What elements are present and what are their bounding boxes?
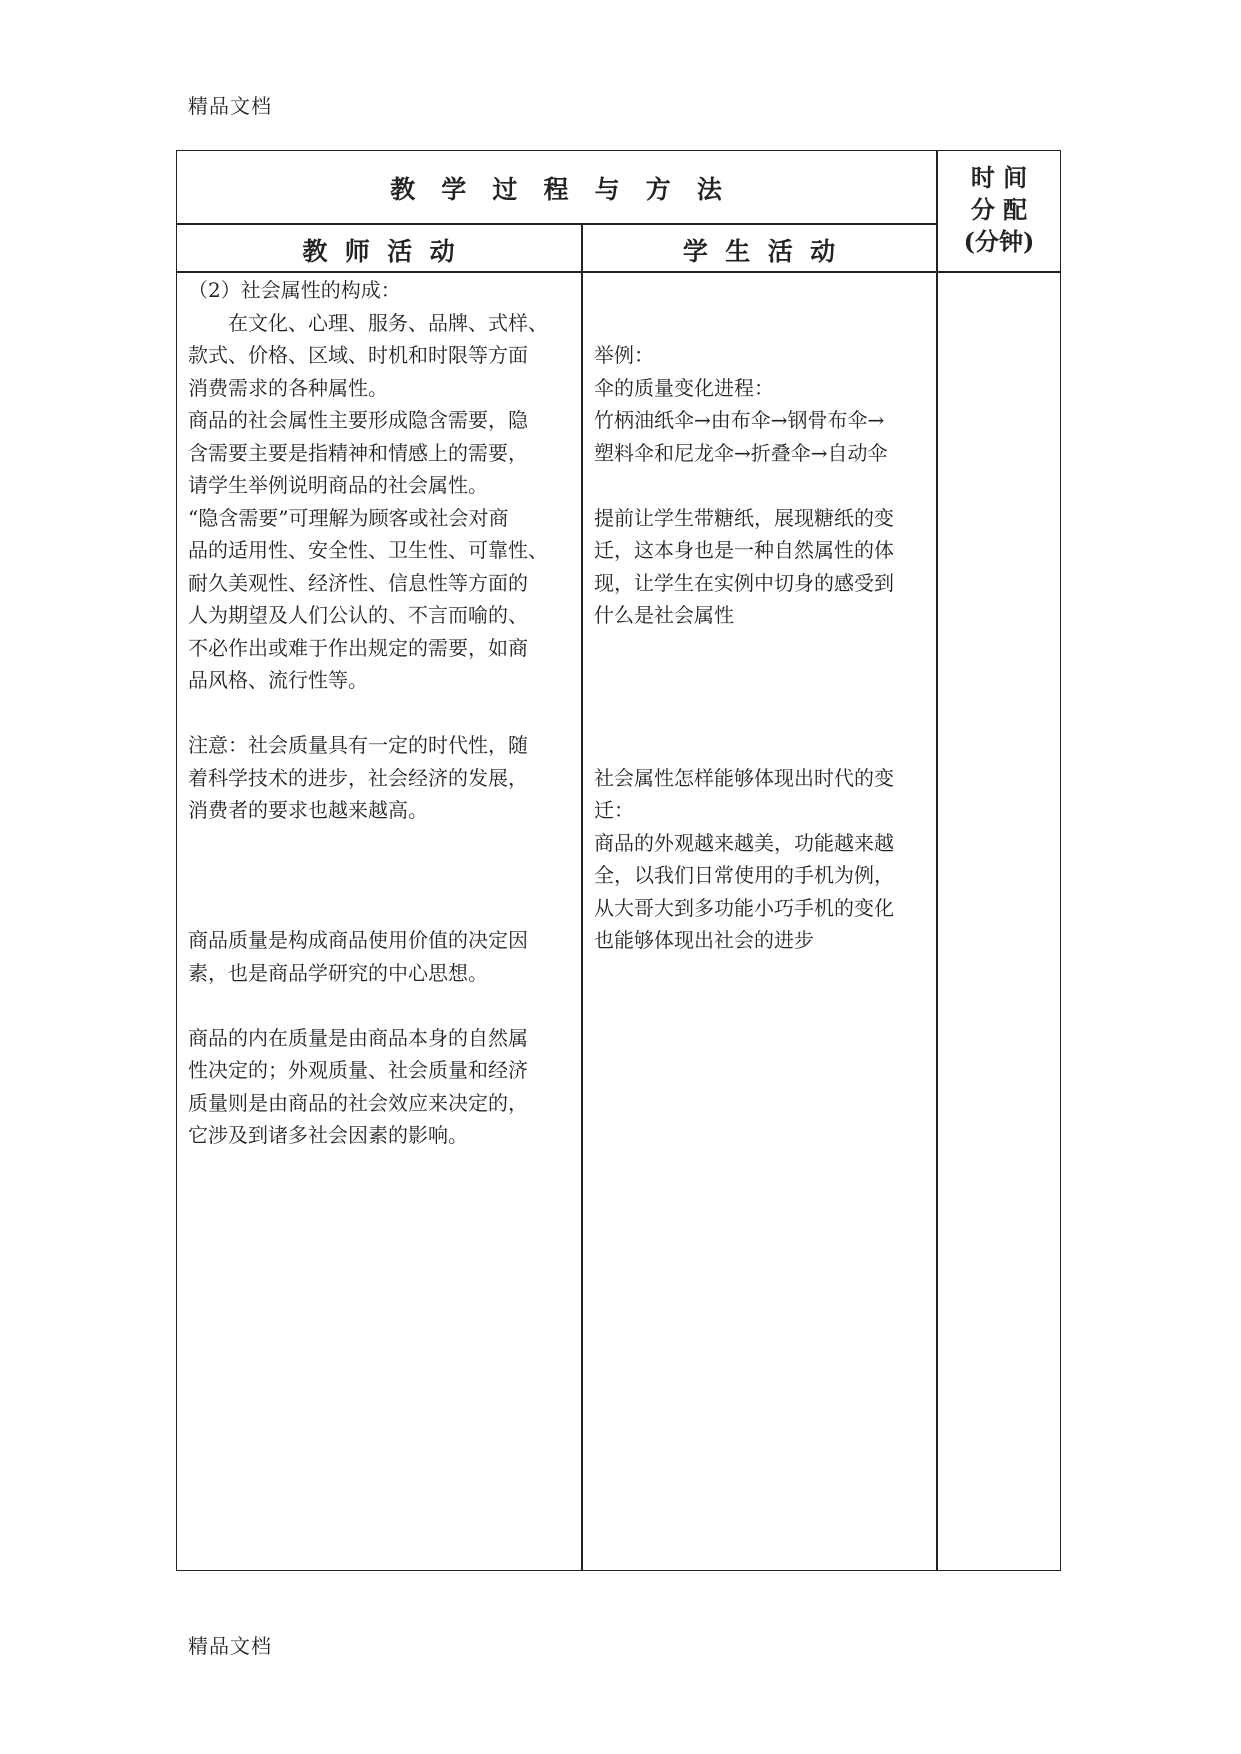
teacher-line: 商品质量是构成商品使用价值的决定因 [188, 928, 528, 952]
teacher-line: 消费需求的各种属性。 [188, 375, 388, 400]
student-activity-content [594, 339, 934, 957]
time-header-line3: (分钟) [963, 227, 1035, 256]
teacher-line: 商品的内在质量是由商品本身的自然属 [188, 1025, 528, 1050]
time-allocation-header [938, 162, 1060, 258]
student-line: 举例： [594, 343, 654, 367]
teacher-line: 它涉及到诸多社会因素的影响。 [188, 1123, 468, 1147]
teacher-line: 质量则是由商品的社会效应来决定的， [188, 1090, 528, 1115]
divider-sub-header [176, 271, 1061, 273]
student-line: 迁，这本身也是一种自然属性的体 [594, 538, 894, 562]
teacher-line: 在文化、心理、服务、品牌、式样、 [188, 310, 548, 335]
divider-teacher-student [581, 223, 583, 1570]
teacher-line: 品风格、流行性等。 [188, 668, 368, 692]
student-line: 提前让学生带糖纸，展现糖纸的变 [594, 505, 894, 530]
teacher-line: 请学生举例说明商品的社会属性。 [188, 473, 488, 497]
student-line: 现，让学生在实例中切身的感受到 [594, 570, 894, 595]
teacher-line: 不必作出或难于作出规定的需要，如商 [188, 635, 528, 660]
watermark-bottom: 精品文档 [188, 1634, 272, 1658]
teacher-line: 品的适用性、安全性、卫生性、可靠性、 [188, 538, 548, 562]
student-line: 社会属性怎样能够体现出时代的变 [594, 765, 894, 790]
teacher-line: “隐含需要”可理解为顾客或社会对商 [188, 505, 509, 530]
teacher-line: 着科学技术的进步，社会经济的发展， [188, 765, 528, 790]
student-line: 迁： [594, 798, 634, 822]
student-line: 商品的外观越来越美，功能越来越 [594, 830, 894, 855]
student-line: 塑料伞和尼龙伞→折叠伞→自动伞 [594, 440, 888, 465]
teacher-line: 款式、价格、区域、时机和时限等方面 [188, 343, 528, 367]
teacher-line: 耐久美观性、经济性、信息性等方面的 [188, 570, 528, 595]
student-line: 也能够体现出社会的进步 [594, 928, 814, 952]
time-header-line2: 分 配 [970, 195, 1028, 224]
teacher-line: 素，也是商品学研究的中心思想。 [188, 960, 488, 985]
teacher-line: 含需要主要是指精神和情感上的需要， [188, 440, 528, 465]
time-header-line1: 时 间 [970, 163, 1028, 192]
student-line: 竹柄油纸伞→由布伞→钢骨布伞→ [594, 408, 885, 432]
student-line: 伞的质量变化进程： [594, 375, 774, 400]
teacher-line: 注意：社会质量具有一定的时代性，随 [188, 733, 528, 757]
main-header: 教 学 过 程 与 方 法 [390, 175, 722, 204]
student-line: 什么是社会属性 [594, 603, 734, 627]
divider-time-column [936, 150, 938, 1570]
teacher-line: 性决定的；外观质量、社会质量和经济 [188, 1058, 528, 1082]
student-activity-header: 学 生 活 动 [682, 237, 836, 266]
teacher-activity-content [188, 274, 578, 1152]
teacher-line: 人为期望及人们公认的、不言而喻的、 [188, 603, 528, 627]
teacher-line: 商品的社会属性主要形成隐含需要，隐 [188, 408, 528, 432]
teacher-line: （2）社会属性的构成： [188, 278, 401, 302]
student-line: 全，以我们日常使用的手机为例， [594, 863, 894, 887]
teacher-line: 消费者的要求也越来越高。 [188, 798, 428, 822]
student-line: 从大哥大到多功能小巧手机的变化 [594, 895, 894, 920]
watermark-top: 精品文档 [188, 94, 272, 118]
divider-main-header [176, 223, 936, 225]
teacher-activity-header: 教 师 活 动 [302, 237, 455, 266]
